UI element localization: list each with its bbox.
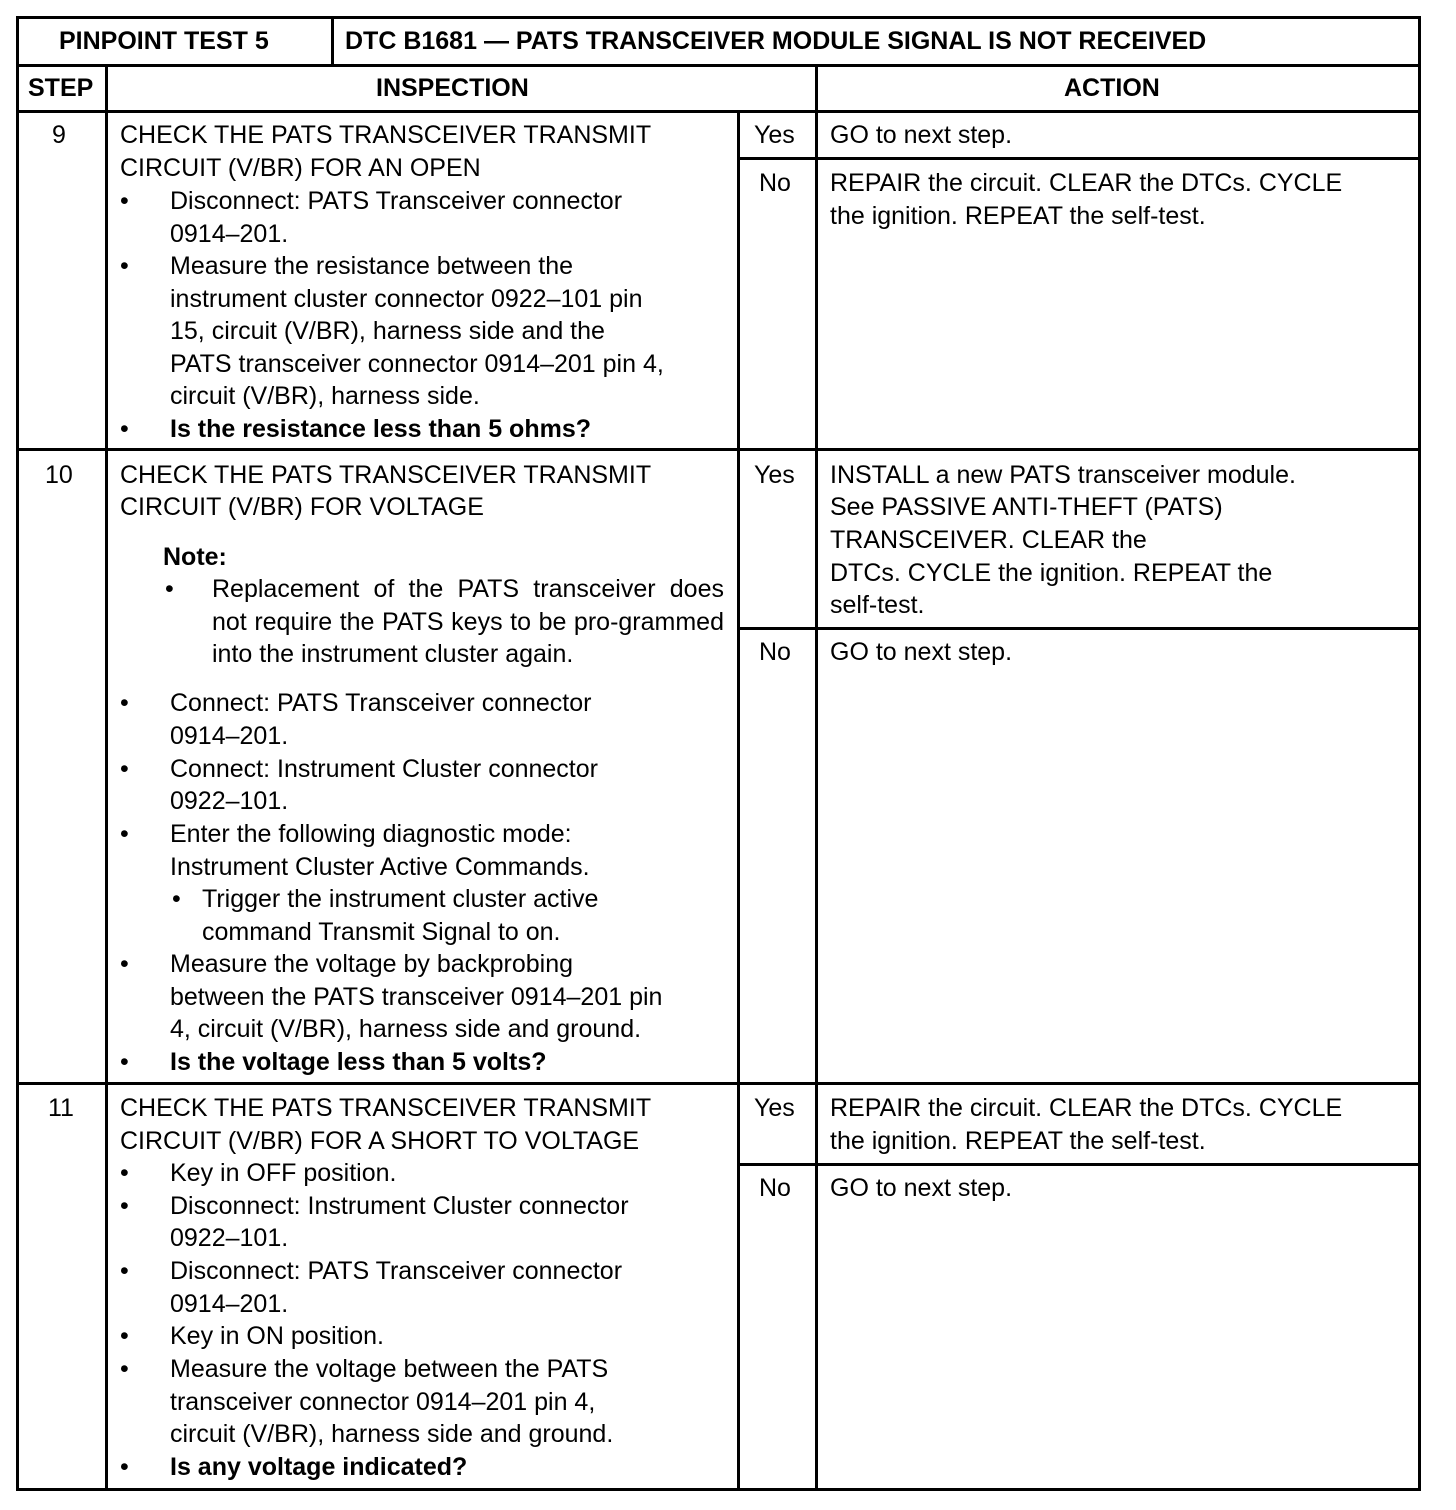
bullet: •	[120, 820, 129, 848]
inspection-item-line: Connect: Instrument Cluster connector	[170, 755, 598, 783]
step-title-line: CHECK THE PATS TRANSCEIVER TRANSMIT	[120, 461, 652, 489]
bullet: •	[120, 950, 129, 978]
inspection-item-line: PATS transceiver connector 0914–201 pin 4,	[170, 350, 664, 378]
bullet: •	[165, 575, 174, 603]
inspection-item-line: Disconnect: PATS Transceiver connector	[170, 1257, 623, 1285]
action-yes-line: TRANSCEIVER. CLEAR the	[830, 526, 1147, 554]
step-title-line: CHECK THE PATS TRANSCEIVER TRANSMIT	[120, 1094, 652, 1122]
action-yes-line: self-test.	[830, 591, 925, 619]
answer-yes: Yes	[754, 1094, 795, 1122]
bullet: •	[120, 252, 129, 280]
bullet: •	[120, 689, 129, 717]
inspection-item-line: Enter the following diagnostic mode:	[170, 820, 572, 848]
step-number: 10	[45, 461, 73, 489]
sub-bullet: •	[172, 885, 181, 913]
inspection-item-line: between the PATS transceiver 0914–201 pin	[170, 983, 663, 1011]
inspection-item-line: 0922–101.	[170, 1224, 289, 1252]
inspection-question: Is any voltage indicated?	[170, 1453, 468, 1481]
action-yes-line: See PASSIVE ANTI-THEFT (PATS)	[830, 493, 1223, 521]
bullet: •	[120, 1453, 129, 1481]
column-header-step: STEP	[28, 74, 94, 102]
table-border-top	[16, 16, 1421, 19]
step-title-line: CIRCUIT (V/BR) FOR VOLTAGE	[120, 493, 484, 521]
inspection-item-line: Instrument Cluster Active Commands.	[170, 853, 590, 881]
column-header-inspection: INSPECTION	[376, 74, 529, 102]
bullet: •	[120, 415, 129, 443]
inspection-item-line: Measure the voltage between the PATS	[170, 1355, 609, 1383]
bullet: •	[120, 1257, 129, 1285]
action-yes-line: INSTALL a new PATS transceiver module.	[830, 461, 1296, 489]
action-yes-line: REPAIR the circuit. CLEAR the DTCs. CYCLE	[830, 1094, 1343, 1122]
inspection-item-line: 0914–201.	[170, 722, 289, 750]
action-no-line: REPAIR the circuit. CLEAR the DTCs. CYCLE	[830, 169, 1343, 197]
answer-yes: Yes	[754, 461, 795, 489]
action-yes-line: DTCs. CYCLE the ignition. REPEAT the	[830, 559, 1273, 587]
bullet: •	[120, 1159, 129, 1187]
answer-column-divider	[737, 110, 740, 1491]
answer-no: No	[759, 169, 791, 197]
action-yes-line: GO to next step.	[830, 121, 1013, 149]
bullet: •	[120, 187, 129, 215]
inspection-item-line: Key in ON position.	[170, 1322, 384, 1350]
note-text: Replacement of the PATS transceiver does not require the PATS keys to be pro-grammed into the instrument cluster again.	[212, 575, 724, 669]
row-divider	[16, 1082, 1421, 1085]
inspection-item-line: 4, circuit (V/BR), harness side and ground.	[170, 1015, 642, 1043]
answer-no: No	[759, 1174, 791, 1202]
row-divider	[16, 448, 1421, 451]
inspection-item-line: transceiver connector 0914–201 pin 4,	[170, 1388, 596, 1416]
step-number: 11	[48, 1094, 74, 1122]
answer-yes: Yes	[754, 121, 795, 149]
inspection-item-line: circuit (V/BR), harness side.	[170, 382, 480, 410]
dtc-title: DTC B1681 — PATS TRANSCEIVER MODULE SIGNAL IS NOT RECEIVED	[345, 27, 1207, 55]
bullet: •	[120, 1355, 129, 1383]
bullet: •	[120, 1322, 129, 1350]
inspection-item-line: 0914–201.	[170, 220, 289, 248]
inspection-item-line: instrument cluster connector 0922–101 pin	[170, 285, 643, 313]
table-border-right	[1418, 16, 1421, 1491]
inspection-item-line: Measure the resistance between the	[170, 252, 574, 280]
row-divider	[16, 110, 1421, 113]
inspection-item-line: Key in OFF position.	[170, 1159, 397, 1187]
inspection-item-line: 0922–101.	[170, 787, 289, 815]
note-label: Note:	[163, 543, 227, 571]
inspection-item-line: Connect: PATS Transceiver connector	[170, 689, 592, 717]
inspection-question: Is the voltage less than 5 volts?	[170, 1048, 547, 1076]
step-column-divider	[105, 64, 108, 1491]
row-divider	[16, 64, 1421, 67]
action-divider	[737, 627, 1421, 630]
inspection-item-line: 0914–201.	[170, 1290, 289, 1318]
step-number: 9	[52, 121, 66, 149]
inspection-item-line: Disconnect: PATS Transceiver connector	[170, 187, 623, 215]
inspection-item-line: circuit (V/BR), harness side and ground.	[170, 1420, 614, 1448]
header-divider	[331, 16, 334, 66]
step-title-line: CIRCUIT (V/BR) FOR A SHORT TO VOLTAGE	[120, 1127, 640, 1155]
action-yes-line: the ignition. REPEAT the self-test.	[830, 1127, 1206, 1155]
inspection-item-line: 15, circuit (V/BR), harness side and the	[170, 317, 605, 345]
bullet: •	[120, 1192, 129, 1220]
bullet: •	[120, 1048, 129, 1076]
action-no-line: GO to next step.	[830, 638, 1013, 666]
action-column-divider	[815, 64, 818, 1491]
column-header-action: ACTION	[1064, 74, 1160, 102]
table-border-left	[16, 16, 19, 1491]
step-title-line: CHECK THE PATS TRANSCEIVER TRANSMIT	[120, 121, 652, 149]
inspection-subitem-line: command Transmit Signal to on.	[202, 918, 561, 946]
step-title-line: CIRCUIT (V/BR) FOR AN OPEN	[120, 154, 481, 182]
action-divider	[737, 1163, 1421, 1166]
inspection-item-line: Disconnect: Instrument Cluster connector	[170, 1192, 629, 1220]
table-border-bottom	[16, 1488, 1421, 1491]
action-no-line: GO to next step.	[830, 1174, 1013, 1202]
inspection-question: Is the resistance less than 5 ohms?	[170, 415, 591, 443]
bullet: •	[120, 755, 129, 783]
action-divider	[737, 157, 1421, 160]
pinpoint-test-label: PINPOINT TEST 5	[59, 27, 269, 55]
inspection-subitem-line: Trigger the instrument cluster active	[202, 885, 599, 913]
answer-no: No	[759, 638, 791, 666]
action-no-line: the ignition. REPEAT the self-test.	[830, 202, 1206, 230]
inspection-item-line: Measure the voltage by backprobing	[170, 950, 574, 978]
